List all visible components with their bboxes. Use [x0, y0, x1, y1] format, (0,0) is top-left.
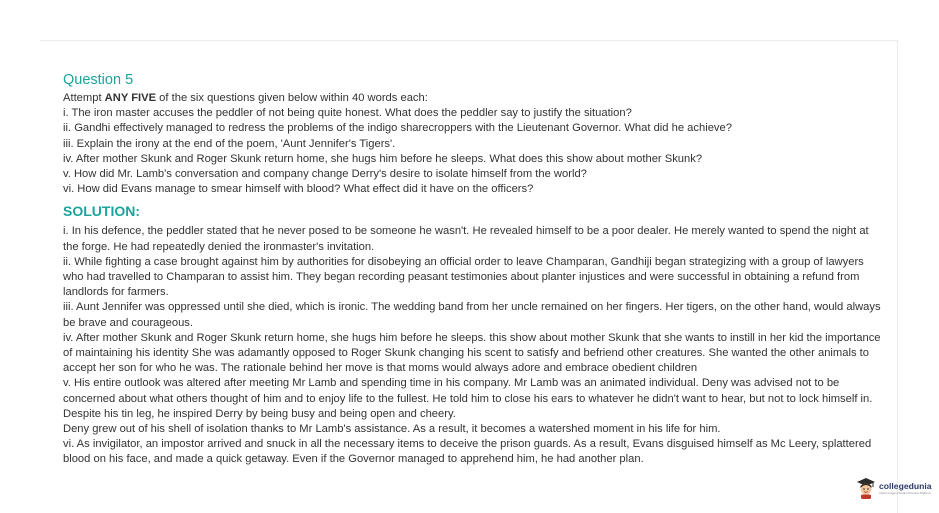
question-item: i. The iron master accuses the peddler of not being quite honest. What does the peddler say to justify the situation? — [63, 107, 632, 120]
solution-paragraph: iii. Aunt Jennifer was oppressed until she died, which is ironic. The wedding band from her uncle remained on her fingers. Her tigers, on the other hand, would always be brave and courageous. — [63, 301, 881, 329]
question-intro-bold: ANY FIVE — [104, 92, 157, 104]
solution-title: SOLUTION: — [63, 203, 140, 220]
solution-paragraph: i. In his defence, the peddler stated that he never posed to be someone he wasn't. He revealed himself to be a poor dealer. He merely wanted to spend the night at the forge. He had repeatedly denied the ironmaster's invitation. — [63, 225, 869, 253]
brand-name: collegedunia — [879, 481, 932, 491]
question-item: v. How did Mr. Lamb's conversation and company change Derry's desire to isolate himself from the world? — [63, 168, 587, 181]
graduate-mascot-icon — [856, 477, 876, 499]
solution-paragraph: v. His entire outlook was altered after meeting Mr Lamb and spending time in his company. Mr Lamb was an animated individual. Deny was advised not to be concerned about what others thought of him and to enjoy life to the fullest. He told him to close his ears to whatever he didn't want to hear, but not to lock himself in. Despite his tin leg, he inspired Derry by being busy and being open and cheery. — [63, 377, 873, 420]
solution-paragraph: Deny grew out of his shell of isolation thanks to Mr Lamb's assistance. As a result, it becomes a watershed moment in his life for him. — [63, 423, 721, 436]
solution-paragraph: ii. While fighting a case brought against him by authorities for disobeying an official order to leave Champaran, Gandhiji began strategizing with a group of lawyers who had travelled to Champaran to assist him. They began recording peasant testimonies about planter injustices and were successful in obtaining a refund from landlords for farmers. — [63, 255, 864, 299]
question-intro — [63, 91, 881, 106]
question-item: iii. Explain the irony at the end of the poem, 'Aunt Jennifer's Tigers'. — [63, 137, 396, 150]
right-divider — [897, 40, 898, 513]
brand-logo — [856, 473, 939, 503]
brand-tagline: India's largest Student Review Platform — [879, 491, 932, 495]
solution-paragraph: vi. As invigilator, an impostor arrived and snuck in all the necessary items to deceive the prison guards. As a result, Evans disguised himself as Mc Leery, splattered blood on his face, and made a quick getaway. Even if the Governor managed to apprehend him, he had another plan. — [63, 438, 872, 466]
question-item: ii. Gandhi effectively managed to redress the problems of the indigo sharecroppers with the Lieutenant Governor. What did he achieve? — [63, 122, 732, 135]
question-title: Question 5 — [63, 72, 134, 88]
top-divider — [40, 40, 898, 41]
solution-paragraph: iv. After mother Skunk and Roger Skunk return home, she hugs him before he sleeps. this show about mother Skunk that she wants to instill in her kid the importance of maintaining his identity She was adamantly opposed to Roger Skunk changing his scent to satisfy and befriend other creatures. She wanted the other animals to accept her son for who he was. The rationale behind her move is that moms would always adore and embrace obedient children — [63, 331, 881, 375]
question-intro-prefix: Attempt — [63, 92, 105, 104]
question-item: iv. After mother Skunk and Roger Skunk return home, she hugs him before he sleeps. What does this show about mother Skunk? — [63, 152, 703, 165]
question-content — [63, 71, 881, 468]
question-intro-suffix: of the six questions given below within 40 words each: — [156, 92, 428, 104]
question-item: vi. How did Evans manage to smear himself with blood? What effect did it have on the officers? — [63, 183, 534, 196]
